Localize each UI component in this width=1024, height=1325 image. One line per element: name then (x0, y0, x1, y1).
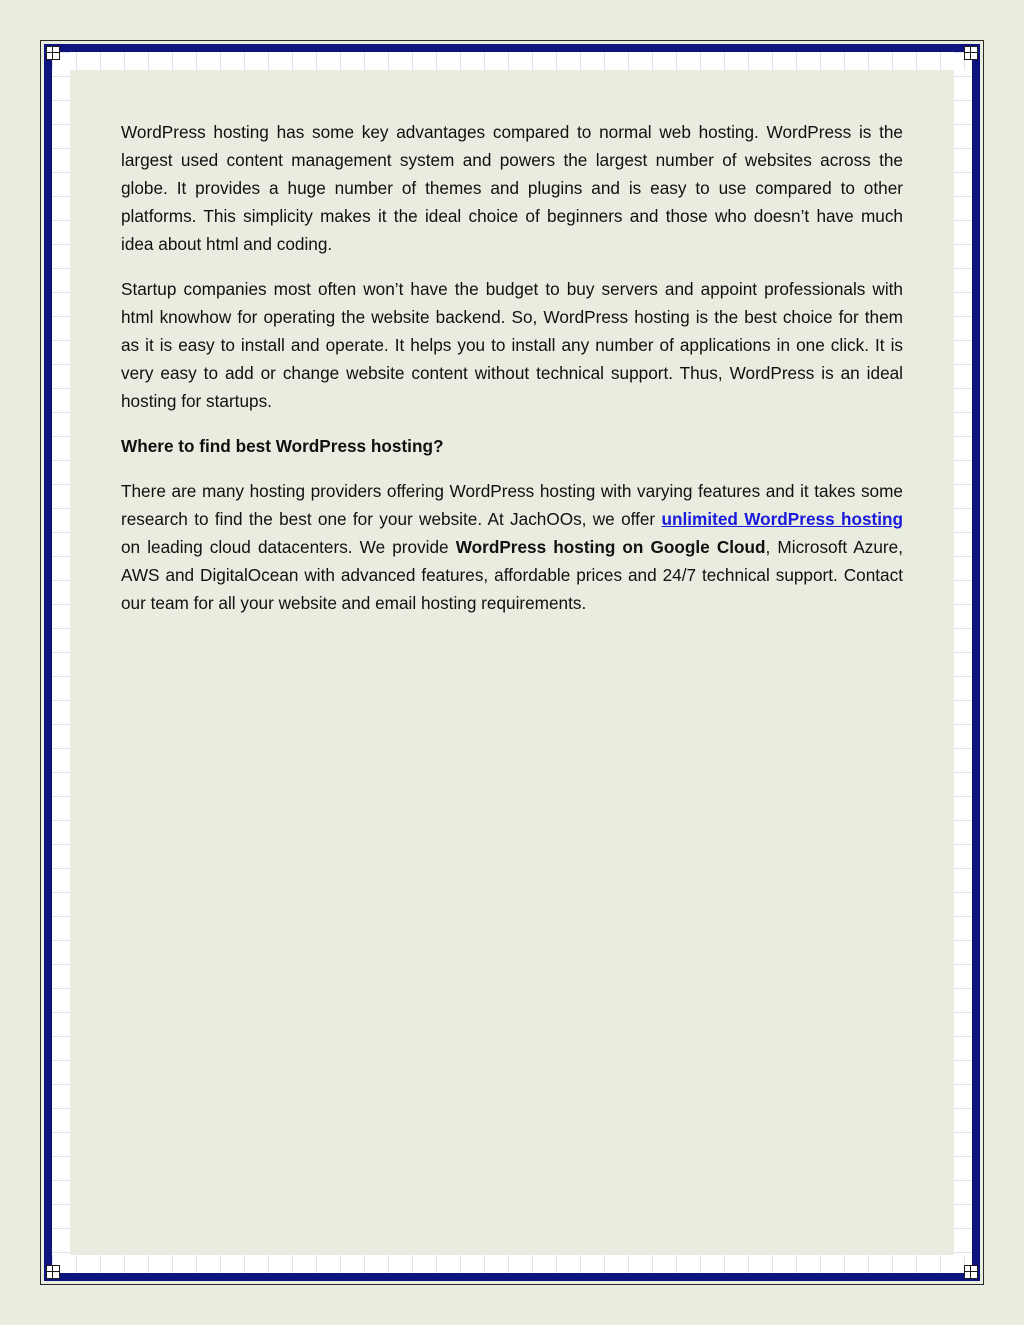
corner-ornament-bottom-right (960, 1261, 982, 1283)
paragraph-where-to-find (121, 477, 903, 617)
page-border-pattern-top (52, 52, 972, 70)
corner-ornament-top-right (960, 42, 982, 64)
paragraph-text-part1: There are many hosting providers offering WordPress hosting with varying features and it takes some research to find the best one for your website. At JachOOs, we offer (121, 481, 903, 529)
paragraph-text-part3: , Microsoft Azure, AWS and DigitalOcean with advanced features, affordable prices and 24/7 technical support. Contact our team for all your website and email hosting requirements. (121, 537, 903, 613)
page-border-pattern-bottom (52, 1255, 972, 1273)
paragraph-bold-google-cloud: WordPress hosting on Google Cloud (455, 537, 766, 557)
paragraph-wordpress-advantages: WordPress hosting has some key advantages compared to normal web hosting. WordPress is the largest used content management system and powers the largest number of websites across the globe. It provides a huge number of themes and plugins and is easy to use compared to other platforms. This simplicity makes it the ideal choice of beginners and those who doesn’t have much idea about html and coding. (121, 122, 903, 254)
corner-ornament-bottom-left (42, 1261, 64, 1283)
paragraph-text-part2: on leading cloud datacenters. We provide (121, 537, 456, 557)
page-border-pattern-left (52, 52, 70, 1273)
document-body (121, 118, 903, 634)
corner-ornament-top-left (42, 42, 64, 64)
section-heading: Where to find best WordPress hosting? (121, 436, 444, 456)
unlimited-wordpress-hosting-link[interactable]: unlimited WordPress hosting (661, 509, 903, 529)
paragraph-startups: Startup companies most often won’t have the budget to buy servers and appoint professionals with html knowhow for operating the website backend. So, WordPress hosting is the best choice for them as it is easy to install and operate. It helps you to install any number of applications in one click. It is very easy to add or change website content without technical support. Thus, WordPress is an ideal hosting for startups. (121, 279, 903, 411)
page-border-pattern-right (954, 52, 972, 1273)
